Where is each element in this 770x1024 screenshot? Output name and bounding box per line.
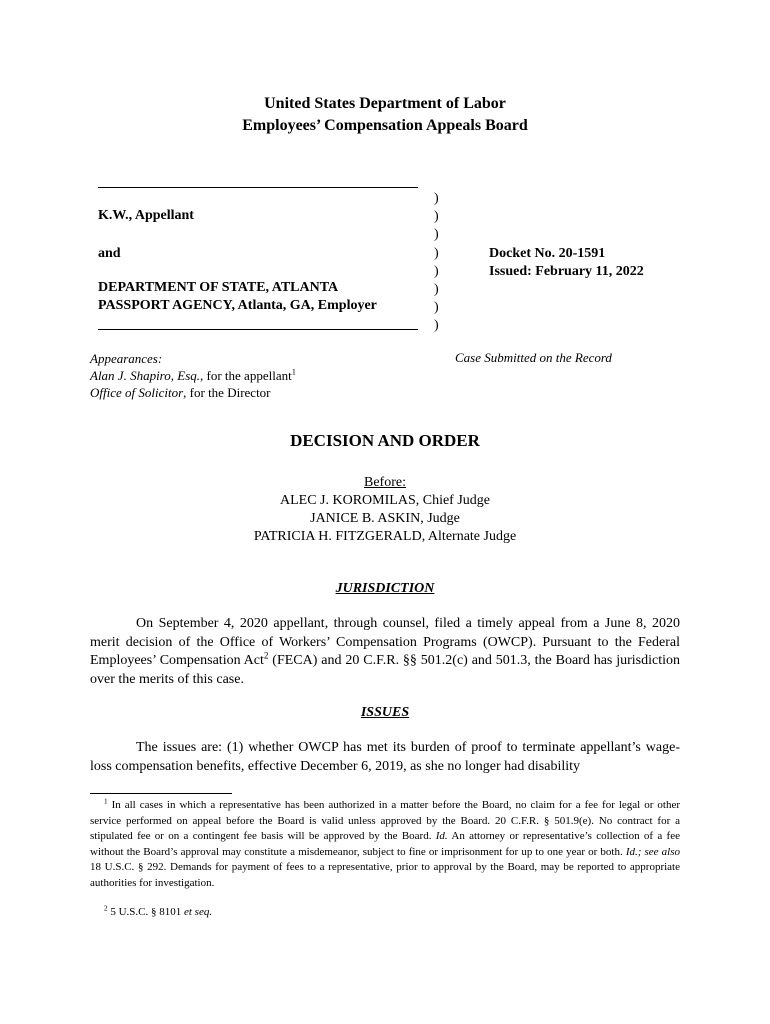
appearance-solicitor	[90, 384, 271, 401]
board-title: Employees’ Compensation Appeals Board	[242, 117, 528, 134]
paren: )	[434, 282, 439, 298]
jurisdiction-text-cont: (FECA) and 20 C.F.R. §§ 501.2(c) and 501.3, the Board has jurisdiction over the merits of this case.	[90, 653, 680, 687]
paren: )	[434, 263, 439, 279]
judge-2: JANICE B. ASKIN, Judge	[310, 511, 460, 526]
before-label: Before:	[364, 475, 406, 490]
footnote-ref-2[interactable]: 2	[263, 650, 269, 661]
paren: )	[434, 318, 439, 334]
issues-heading: ISSUES	[360, 705, 410, 720]
attorney-role: for the appellant	[203, 368, 292, 383]
employer-line-1: DEPARTMENT OF STATE, ATLANTA	[98, 280, 339, 295]
paren: )	[434, 227, 439, 243]
jurisdiction-paragraph	[90, 615, 680, 689]
docket-number: Docket No. 20-1591	[489, 246, 606, 261]
jurisdiction-text: On September 4, 2020 appellant, through counsel, filed a timely appeal from a June 8, 2020 merit decision of the Office of Workers’ Compensation Programs (OWCP). Pursuant to the Federal Employees’ Compensation Act	[90, 616, 680, 668]
attorney-name: Alan J. Shapiro, Esq.,	[90, 368, 204, 383]
paren: )	[434, 245, 439, 261]
appearances-label: Appearances:	[90, 351, 163, 366]
issues-paragraph	[90, 739, 680, 776]
appellant-name: K.W., Appellant	[98, 208, 194, 223]
issued-date: Issued: February 11, 2022	[489, 264, 644, 279]
employer-line-2: PASSPORT AGENCY, Atlanta, GA, Employer	[98, 298, 377, 313]
footnote-separator	[90, 793, 232, 794]
paren: )	[434, 300, 439, 316]
jurisdiction-heading: JURISDICTION	[335, 581, 435, 596]
agency-title: United States Department of Labor	[264, 95, 506, 112]
caption-top-rule	[98, 187, 418, 188]
judge-3: PATRICIA H. FITZGERALD, Alternate Judge	[253, 529, 517, 544]
solicitor-role: , for the Director	[183, 385, 271, 400]
judge-1: ALEC J. KOROMILAS, Chief Judge	[280, 493, 490, 508]
case-submitted-note: Case Submitted on the Record	[455, 350, 612, 365]
footnote-1-number: 1	[104, 797, 108, 806]
footnote-1: $^1$ In all cases in which a representative has been authorized in a matter before the Board, no claim for a fee for legal or other service performed on appeal before the Board is valid unless approved by the Board. 20 C.F.R. § 501.9(e). No contract for a stipulated fee or on a contingent fee basis will be approved by the Board. Id. An attorney or representative’s collection of a fee without the Board’s approval may constitute a misdemeanor, subject to fine or imprisonment for up to one year or both. Id.; see also 18 U.S.C. § 292. Demands for payment of fees to a representative, prior to approval by the Board, may be reported to appropriate authorities for investigation.	[90, 797, 680, 889]
caption-bottom-rule	[98, 329, 418, 330]
decision-title: DECISION AND ORDER	[290, 431, 480, 450]
paren: )	[434, 209, 439, 225]
issues-text: The issues are: (1) whether OWCP has met its burden of proof to terminate appellant’s wage-loss compensation benefits, effective December 6, 2019, as she no longer had disability	[90, 740, 680, 774]
footnote-2-number: 2	[104, 904, 108, 913]
solicitor-name: Office of Solicitor	[90, 385, 184, 400]
appearance-attorney	[90, 367, 296, 384]
paren: )	[434, 191, 439, 206]
footnote-ref-1[interactable]: 1	[291, 366, 296, 377]
caption-parenthesis-column	[434, 190, 444, 336]
footnote-2: $^2$ 5 U.S.C. § 8101 et seq.	[104, 904, 213, 918]
caption-and: and	[98, 246, 121, 261]
